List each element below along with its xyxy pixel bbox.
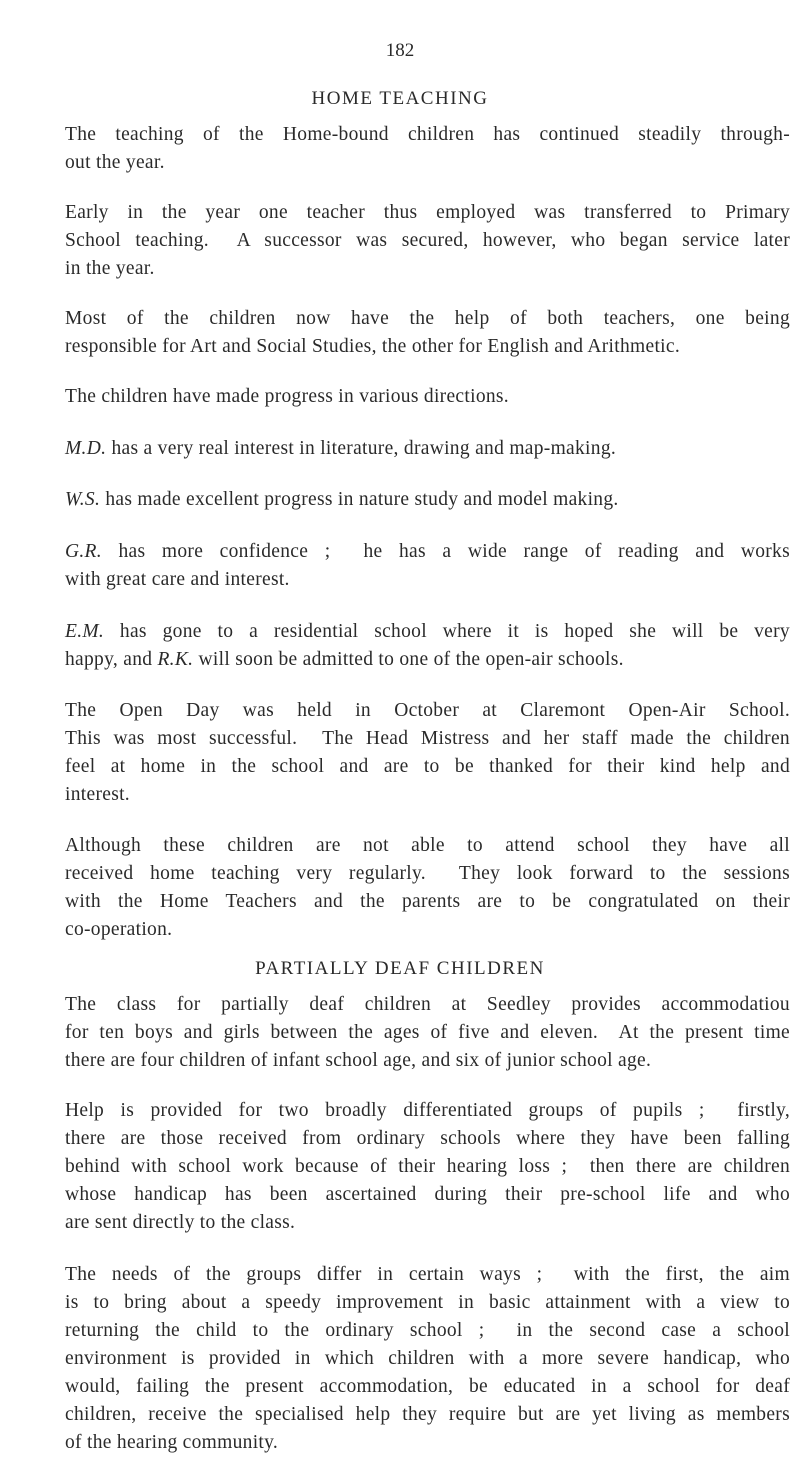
text-line (65, 566, 790, 594)
text-line (65, 1373, 790, 1401)
text-line (65, 121, 790, 149)
text-segment: has a very real interest in literature, drawing and map-making. (106, 438, 617, 459)
text-line (65, 1317, 790, 1345)
text-segment: there are four children of infant school age, and six of junior school age. (65, 1050, 652, 1071)
initials: M.D. (65, 438, 107, 459)
text-segment: has gone to a residential school where it is hoped she will be very (104, 621, 790, 642)
text-line (65, 435, 790, 463)
text-segment: are sent directly to the class. (65, 1212, 296, 1233)
text-segment: School teaching. A successor was secured, however, who began service later (65, 230, 790, 251)
text-line (65, 305, 790, 333)
initials: W.S. (65, 489, 101, 510)
text-line (65, 1289, 790, 1317)
text-segment: feel at home in the school and are to be thanked for their kind help and (65, 756, 790, 777)
text-line (65, 860, 790, 888)
text-segment: is to bring about a speedy improvement in basic attainment with a view to (65, 1292, 790, 1313)
text-line (65, 199, 790, 227)
text-line (65, 149, 790, 177)
paragraph (65, 697, 790, 809)
text-line (65, 486, 790, 514)
text-segment: Although these children are not able to attend school they have all (65, 835, 790, 856)
paragraph (65, 121, 790, 177)
text-segment: for ten boys and girls between the ages of five and eleven. At the present time (65, 1022, 790, 1043)
text-line (65, 255, 790, 283)
text-line (65, 1181, 790, 1209)
text-segment: in the year. (65, 258, 155, 279)
text-line (65, 1209, 790, 1237)
text-segment: Help is provided for two broadly differentiated groups of pupils ; firstly, (65, 1100, 790, 1121)
text-line (65, 888, 790, 916)
text-segment: whose handicap has been ascertained during their pre-school life and who (65, 1184, 790, 1205)
text-segment: The Open Day was held in October at Claremont Open-Air School. (65, 700, 790, 721)
text-line (65, 1047, 790, 1075)
text-line (65, 1153, 790, 1181)
text-line (65, 1345, 790, 1373)
text-segment: has more confidence ; he has a wide range of reading and works (101, 541, 790, 562)
text-segment: out the year. (65, 152, 165, 173)
paragraph (65, 305, 790, 361)
text-line (65, 725, 790, 753)
text-segment: co-operation. (65, 919, 173, 940)
paragraph (65, 383, 790, 411)
section-heading: PARTIALLY DEAF CHILDREN (255, 958, 545, 979)
text-segment: children, receive the specialised help they require but are yet living as members (65, 1404, 790, 1425)
text-segment: environment is provided in which children with a more severe handicap, who (65, 1348, 790, 1369)
text-segment: Early in the year one teacher thus employed was transferred to Primary (65, 202, 790, 223)
paragraph (65, 199, 790, 283)
paragraph (65, 991, 790, 1075)
initials: G.R. (65, 541, 102, 562)
paragraph (65, 1261, 790, 1457)
text-line (65, 1019, 790, 1047)
text-line (65, 753, 790, 781)
paragraph (65, 618, 790, 674)
initials: E.M. (65, 621, 105, 642)
text-segment: Most of the children now have the help of both teachers, one being (65, 308, 790, 329)
paragraph (65, 435, 790, 463)
text-segment: will soon be admitted to one of the open-air schools. (193, 649, 624, 670)
text-line (65, 227, 790, 255)
text-line (65, 832, 790, 860)
text-line (65, 618, 790, 646)
text-segment: with great care and interest. (65, 569, 290, 590)
text-segment: there are those received from ordinary schools where they have been falling (65, 1128, 790, 1149)
text-segment: happy, and (65, 649, 158, 670)
text-line (65, 1429, 790, 1457)
text-line (65, 1401, 790, 1429)
text-segment: The needs of the groups differ in certain ways ; with the first, the aim (65, 1264, 790, 1285)
text-segment: has made excellent progress in nature study and model making. (100, 489, 619, 510)
paragraph (65, 538, 790, 594)
text-segment: would, failing the present accommodation, be educated in a school for deaf (65, 1376, 790, 1397)
section-heading: HOME TEACHING (311, 88, 489, 109)
text-line (65, 1125, 790, 1153)
text-line (65, 916, 790, 944)
text-line (65, 1261, 790, 1289)
text-line (65, 991, 790, 1019)
text-segment: returning the child to the ordinary school ; in the second case a school (65, 1320, 790, 1341)
paragraph (65, 486, 790, 514)
text-line (65, 697, 790, 725)
text-line (65, 1097, 790, 1125)
text-line (65, 383, 790, 411)
paragraph (65, 1097, 790, 1237)
page-number: 182 (385, 40, 415, 61)
text-segment: responsible for Art and Social Studies, the other for English and Arithmetic. (65, 336, 681, 357)
text-line (65, 538, 790, 566)
text-line (65, 781, 790, 809)
text-segment: with the Home Teachers and the parents are to be congratulated on their (65, 891, 790, 912)
text-segment: The children have made progress in various directions. (65, 386, 509, 407)
text-line (65, 333, 790, 361)
text-segment: received home teaching very regularly. They look forward to the sessions (65, 863, 790, 884)
text-segment: The class for partially deaf children at Seedley provides accommodatiou (65, 994, 790, 1015)
text-segment: interest. (65, 784, 130, 805)
paragraph (65, 832, 790, 944)
text-line (65, 646, 790, 674)
text-segment: This was most successful. The Head Mistress and her staff made the children (65, 728, 790, 749)
text-segment: The teaching of the Home-bound children has continued steadily through- (65, 124, 790, 145)
text-segment: of the hearing community. (65, 1432, 279, 1453)
initials: R.K. (157, 649, 194, 670)
text-segment: behind with school work because of their hearing loss ; then there are children (65, 1156, 790, 1177)
